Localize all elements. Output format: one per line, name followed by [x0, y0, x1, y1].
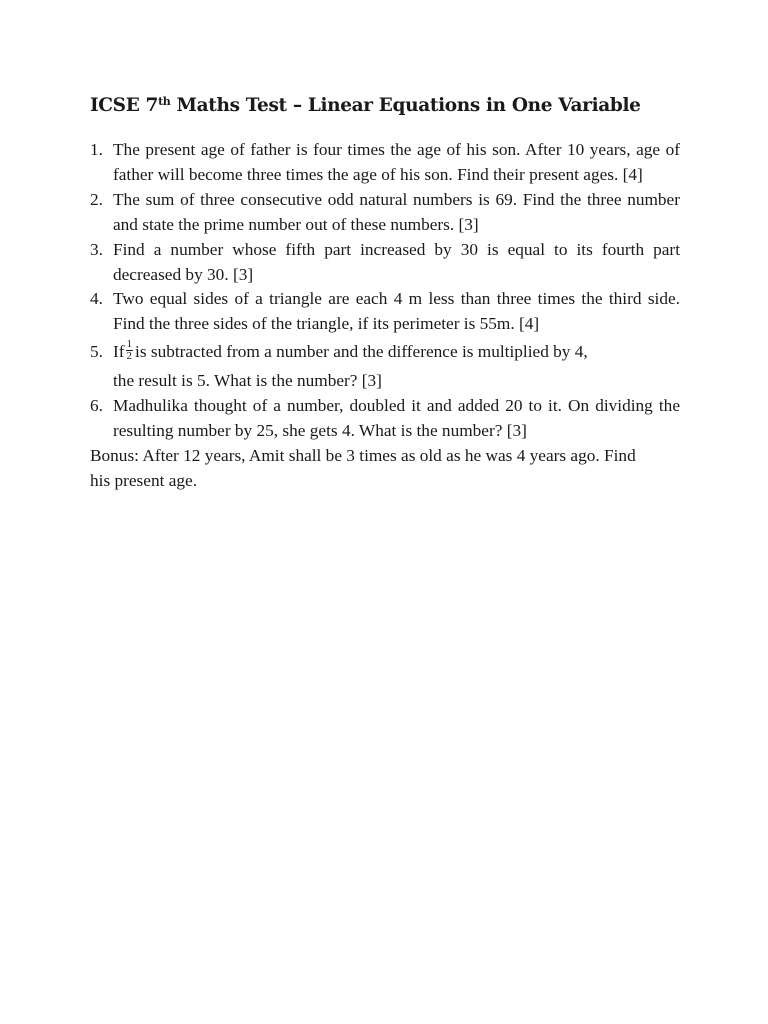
title-suffix: Maths Test – Linear Equations in One Variable: [170, 95, 641, 116]
question-number: 6.: [90, 396, 103, 416]
question-text: The present age of father is four times the age of his son. After 10 years, age of father will become three times the age of his son. Find their present ages. [4]: [113, 140, 680, 184]
question-text-before: If: [113, 342, 125, 362]
question-item-4: [90, 287, 680, 337]
fraction-numerator: 1: [126, 337, 133, 350]
question-item-2: [90, 188, 680, 238]
question-text: The sum of three consecutive odd natural numbers is 69. Find the three number and state the prime number out of these numbers. [3]: [113, 189, 680, 234]
question-number: 5.: [90, 342, 103, 362]
bonus-question: Bonus: After 12 years, Amit shall be 3 times as old as he was 4 years ago. Find his present age.: [90, 445, 636, 490]
question-number: 1.: [90, 140, 103, 159]
title-prefix: ICSE 7: [90, 95, 159, 116]
question-text: Madhulika thought of a number, doubled it and added 20 to it. On dividing the resulting number by 25, she gets 4. What is the number? [3]: [113, 396, 680, 441]
question-text: Find a number whose fifth part increased by 30 is equal to its fourth part decreased by 30. [3]: [113, 239, 680, 284]
question-text-after: is subtracted from a number and the difference is multiplied by 4,: [135, 342, 588, 362]
question-text-line-1: [113, 337, 680, 369]
document-page: [90, 92, 680, 494]
question-item-3: [90, 238, 680, 288]
question-number: 3.: [90, 239, 103, 259]
question-number: 2.: [90, 189, 103, 209]
question-item-6: [90, 394, 680, 444]
page-title: [90, 92, 680, 120]
fraction-denominator: 2: [126, 349, 133, 362]
question-number: 4.: [90, 289, 103, 309]
fraction: [126, 339, 134, 362]
question-text: Two equal sides of a triangle are each 4 m less than three times the third side. Find the three sides of the triangle, if its perimeter is 55m. [4]: [113, 289, 680, 334]
question-text-line-2: the result is 5. What is the number? [3]: [113, 371, 382, 391]
question-list: [90, 138, 680, 444]
question-item-1: [90, 138, 680, 188]
title-superscript: th: [158, 95, 171, 108]
question-item-5: [90, 337, 680, 394]
